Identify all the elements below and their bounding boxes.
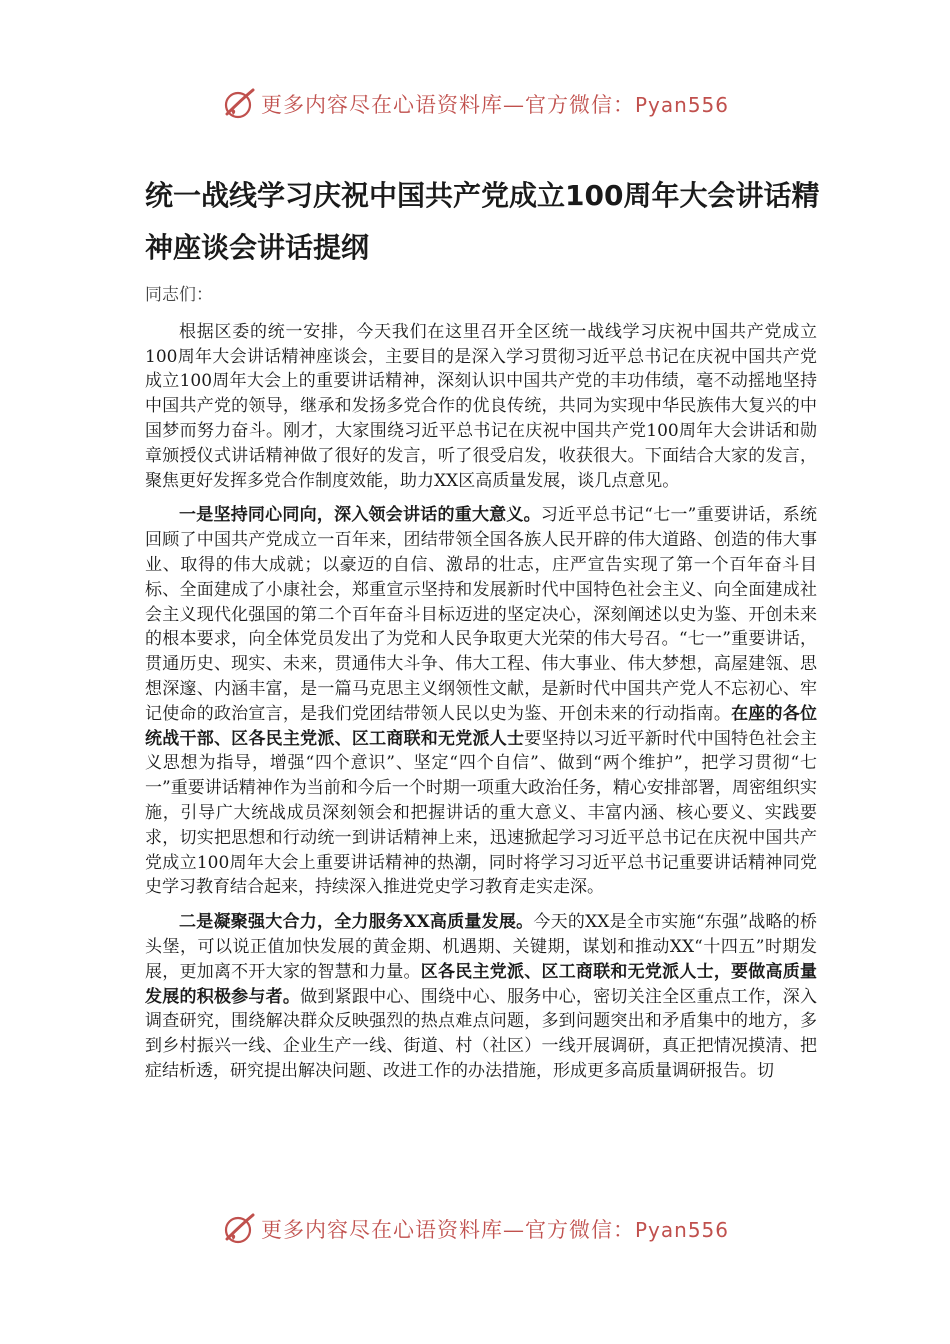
banner-text: 更多内容尽在心语资料库—官方微信：Pyan556 bbox=[260, 93, 729, 117]
wechat-id: Pyan556 bbox=[634, 1218, 729, 1242]
document-body bbox=[145, 283, 817, 1094]
document-title: 统一战线学习庆祝中国共产党成立100周年大会讲话精神座谈会讲话提纲 bbox=[145, 179, 820, 264]
point-two-heading: 二是凝聚强大合力，全力服务XX高质量发展。 bbox=[179, 912, 534, 933]
brush-logo-icon bbox=[221, 1211, 257, 1247]
brush-logo-icon bbox=[221, 86, 257, 122]
banner-text: 更多内容尽在心语资料库—官方微信：Pyan556 bbox=[260, 1218, 729, 1242]
paragraph-intro: 根据区委的统一安排，今天我们在这里召开全区统一战线学习庆祝中国共产党成立100周年大会讲话精神座谈会，主要目的是深入学习贯彻习近平总书记在庆祝中国共产党成立100周年大会上的重要讲话精神，深刻认识中国共产党的丰功伟绩，毫不动摇地坚持中国共产党的领导，继承和发扬多党合作的优良传统，共同为实现中华民族伟大复兴的中国梦而努力奋斗。刚才，大家围绕习近平总书记在庆祝中国共产党100周年大会讲话和勋章颁授仪式讲话精神做了很好的发言，听了很受启发，收获很大。下面结合大家的发言，聚焦更好发挥多党合作制度效能，助力XX区高质量发展，谈几点意见。 bbox=[145, 321, 817, 491]
greeting: 同志们： bbox=[145, 285, 213, 305]
point-one-emphasis: 在座的各位统战干部、区各民主党派、区工商联和无党派人士 bbox=[145, 703, 818, 749]
point-two-emphasis: 区各民主党派、区工商联和无党派人士，要做高质量发展的积极参与者。 bbox=[145, 961, 818, 1007]
wechat-id: Pyan556 bbox=[634, 93, 729, 117]
paragraph-point-one: 一是坚持同心同向，深入领会讲话的重大意义。习近平总书记“七一”重要讲话，系统回顾了中国共产党成立一百年来，团结带领全国各族人民开辟的伟大道路、创造的伟大事业、取得的伟大成就；以豪迈的自信、激昂的壮志，庄严宣告实现了第一个百年奋斗目标、全面建成了小康社会，郑重宣示坚持和发展新时代中国特色社会主义、向全面建成社会主义现代化强国的第二个百年奋斗目标迈进的坚定决心，深刻阐述以史为鉴、开创未来的根本要求，向全体党员发出了为党和人民争取更大光荣的伟大号召。“七一”重要讲话，贯通历史、现实、未来，贯通伟大斗争、伟大工程、伟大事业、伟大梦想，高屋建瓴、思想深邃、内涵丰富，是一篇马克思主义纲领性文献，是新时代中国共产党人不忘初心、牢记使命的政治宣言，是我们党团结带领人民以史为鉴、开创未来的行动指南。在座的各位统战干部、区各民主党派、区工商联和无党派人士要坚持以习近平新时代中国特色社会主义思想为指导，增强“四个意识”、坚定“四个自信”、做到“两个维护”，把学习贯彻“七一”重要讲话精神作为当前和今后一个时期一项重大政治任务，精心安排部署，周密组织实施，引导广大统战成员深刻领会和把握讲话的重大意义、丰富内涵、核心要义、实践要求，切实把思想和行动统一到讲话精神上来，迅速掀起学习习近平总书记在庆祝中国共产党成立100周年大会上重要讲话精神的热潮，同时将学习习近平总书记重要讲话精神同党史学习教育结合起来，持续深入推进党史学习教育走实走深。 bbox=[145, 505, 818, 898]
paragraph-point-two: 二是凝聚强大合力，全力服务XX高质量发展。今天的XX是全市实施“东强”战略的桥头堡，可以说正值加快发展的黄金期、机遇期、关键期，谋划和推动XX“十四五”时期发展，更加离不开大家的智慧和力量。区各民主党派、区工商联和无党派人士，要做高质量发展的积极参与者。做到紧跟中心、围绕中心、服务中心，密切关注全区重点工作，深入调查研究，围绕解决群众反映强烈的热点难点问题，多到问题突出和矛盾集中的地方，多到乡村振兴一线、企业生产一线、街道、村（社区）一线开展调研，真正把情况摸清、把症结析透，研究提出解决问题、改进工作的办法措施，形成更多高质量调研报告。切 bbox=[145, 912, 818, 1081]
header-watermark-banner bbox=[0, 84, 950, 124]
point-one-heading: 一是坚持同心同向，深入领会讲话的重大意义。 bbox=[179, 505, 541, 526]
footer-watermark-banner bbox=[0, 1209, 950, 1249]
